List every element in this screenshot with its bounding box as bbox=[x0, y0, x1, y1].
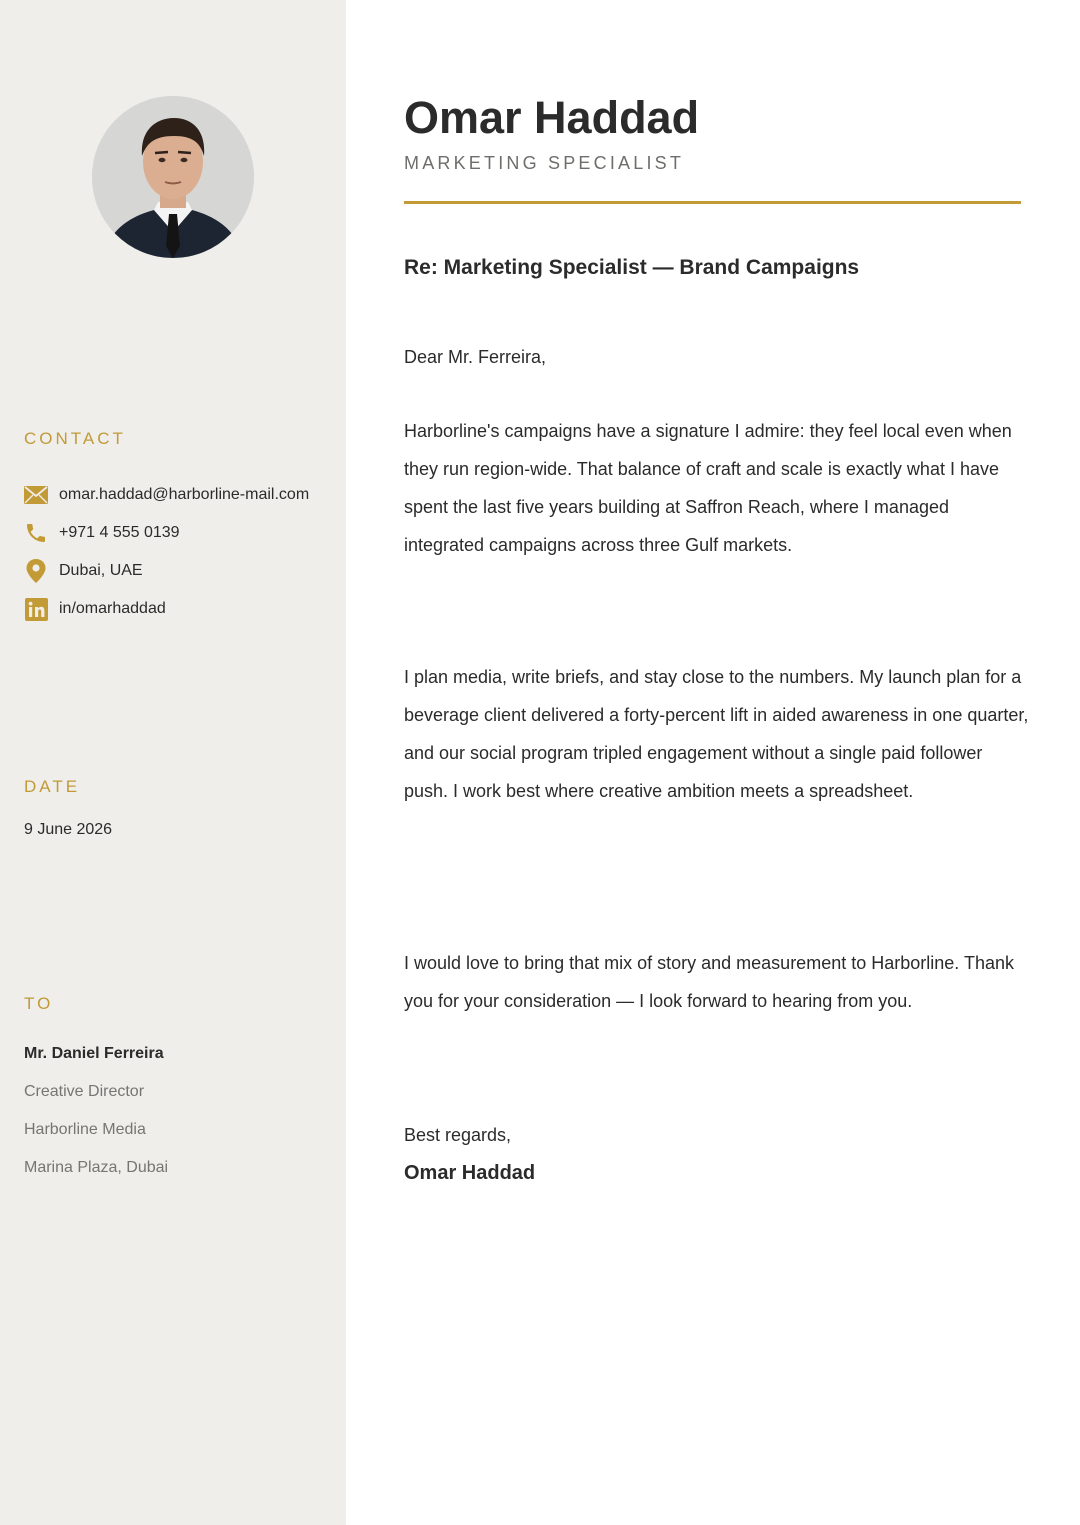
to-heading: TO bbox=[24, 994, 54, 1013]
signature: Omar Haddad bbox=[404, 1162, 536, 1184]
contact-list bbox=[24, 476, 309, 628]
contact-phone[interactable] bbox=[24, 514, 309, 552]
recipient-role: Creative Director bbox=[24, 1083, 145, 1100]
recipient-address: Marina Plaza, Dubai bbox=[24, 1159, 169, 1176]
contact-email-text: omar.haddad@harborline-mail.com bbox=[59, 486, 310, 503]
contact-email[interactable] bbox=[24, 476, 309, 514]
applicant-title: MARKETING SPECIALIST bbox=[404, 153, 685, 173]
recipient-company: Harborline Media bbox=[24, 1121, 146, 1138]
linkedin-icon bbox=[24, 597, 48, 621]
contact-location bbox=[24, 552, 309, 590]
contact-phone-text: +971 4 555 0139 bbox=[59, 524, 180, 541]
letter-subject: Re: Marketing Specialist — Brand Campaigns bbox=[404, 256, 860, 279]
contact-location-text: Dubai, UAE bbox=[59, 562, 143, 579]
profile-photo bbox=[92, 96, 254, 258]
contact-linkedin[interactable] bbox=[24, 590, 309, 628]
header-divider bbox=[404, 201, 1021, 204]
envelope-icon bbox=[24, 483, 48, 507]
body-paragraph-1: Harborline's campaigns have a signature I admire: they feel local even when they run region-wide. That balance of craft and scale is exactly what I have spent the last five years building at Saffron Reach, where I managed integrated campaigns across three Gulf markets. bbox=[404, 421, 1012, 555]
applicant-name: Omar Haddad bbox=[404, 92, 700, 143]
closing: Best regards, bbox=[404, 1125, 512, 1145]
body-paragraph-2: I plan media, write briefs, and stay close to the numbers. My launch plan for a beverage client delivered a forty-percent lift in aided awareness in one quarter, and our social program tripled engagement without a single paid follower push. I work best where creative ambition meets a spreadsheet. bbox=[404, 667, 1029, 801]
letter-date: 9 June 2026 bbox=[24, 821, 113, 838]
contact-heading: CONTACT bbox=[24, 429, 126, 448]
salutation: Dear Mr. Ferreira, bbox=[404, 347, 547, 367]
body-paragraph-3: I would love to bring that mix of story and measurement to Harborline. Thank you for your consideration — I look forward to hearing from you. bbox=[404, 953, 1014, 1011]
sidebar bbox=[0, 0, 346, 1525]
location-pin-icon bbox=[24, 559, 48, 583]
recipient-name: Mr. Daniel Ferreira bbox=[24, 1045, 164, 1062]
date-heading: DATE bbox=[24, 777, 81, 796]
recipient-block bbox=[24, 1042, 168, 1194]
contact-linkedin-text: in/omarhaddad bbox=[59, 600, 166, 617]
phone-icon bbox=[24, 521, 48, 545]
